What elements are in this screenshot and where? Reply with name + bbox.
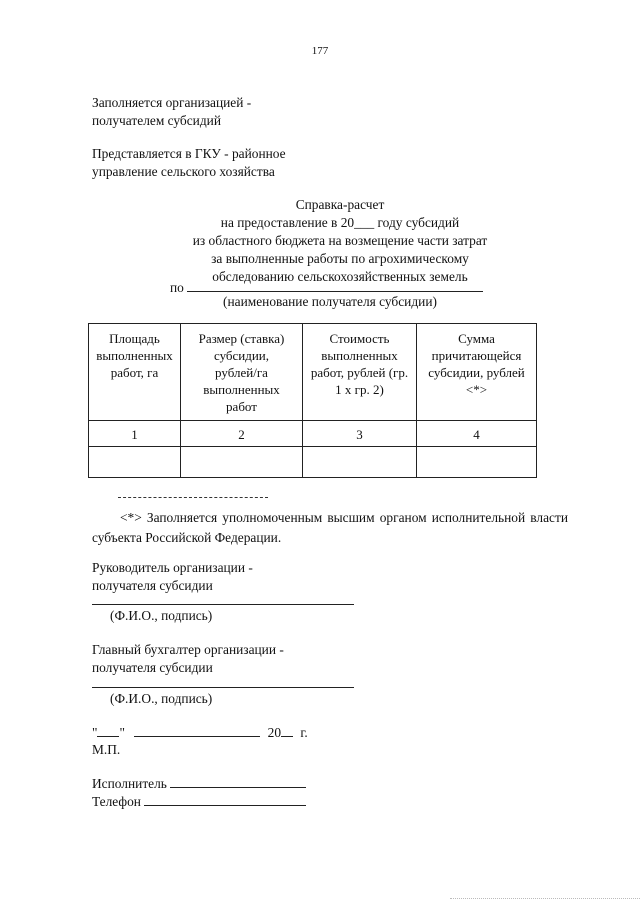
header-text: выполненных [96,348,173,363]
title-line-4: за выполненные работы по агрохимическому [211,251,469,266]
entry-cell-cost[interactable] [303,447,417,478]
header-text: работ, рублей (гр. [310,365,409,380]
footnote: <*> Заполняется уполномоченным высшим органом исполнительной власти субъекта Российской Федерации. [92,510,568,545]
column-number: 1 [89,421,181,447]
filled-by-line-1: Заполняется организацией - [92,95,252,110]
header-text: причитающейся [431,348,522,363]
header-text: работ [226,399,257,414]
head-label-line-2: получателя субсидии [92,578,213,593]
title-line-5: обследованию сельскохозяйственных земель [212,269,468,284]
filled-by-line-2: получателем субсидий [92,113,221,128]
executor-row [92,775,306,793]
submitted-to-line-2: управление сельского хозяйства [92,164,275,179]
accountant-signature-caption: (Ф.И.О., подпись) [110,691,213,706]
entry-cell-sum[interactable] [417,447,537,478]
phone-label: Телефон [92,794,141,809]
header-text: Сумма [458,331,495,346]
header-text: <*> [465,382,488,397]
calculation-table [88,323,537,478]
accountant-signature-line[interactable] [92,687,354,688]
head-signature-label [92,559,253,595]
year-suffix: г. [300,725,308,740]
header-text: работ, га [110,365,159,380]
column-number-row [89,421,537,447]
day-field[interactable] [97,724,119,737]
seal-mark: М.П. [92,742,121,757]
column-number: 2 [181,421,303,447]
title-line-3: из областного бюджета на возмещение части затрат [192,233,488,248]
executor-field[interactable] [170,775,306,788]
table-header-row [89,324,537,421]
document-title-block [130,196,550,286]
header-text: выполненных [203,382,280,397]
year-prefix: 20 [267,725,282,740]
year-field[interactable] [281,724,293,737]
executor-label: Исполнитель [92,776,167,791]
header-area [89,324,181,421]
entry-cell-rate[interactable] [181,447,303,478]
header-text: 1 х гр. 2) [335,382,384,397]
header-cost [303,324,417,421]
date-quote-open: " [92,725,98,740]
column-number: 4 [417,421,537,447]
submitted-to-note [92,145,286,181]
head-signature-caption: (Ф.И.О., подпись) [110,608,213,623]
header-text: выполненных [321,348,398,363]
filled-by-note [92,94,251,130]
head-label-line-1: Руководитель организации - [92,560,253,575]
month-field[interactable] [134,724,260,737]
submitted-to-line-1: Представляется в ГКУ - районное [92,146,286,161]
data-entry-row [89,447,537,478]
entry-cell-area[interactable] [89,447,181,478]
po-label: по [170,280,184,295]
document-title: Справка-расчет [295,197,385,212]
scan-edge-artifact [450,898,640,899]
accountant-signature-label [92,641,284,677]
header-subsidy-sum [417,324,537,421]
phone-row [92,793,306,811]
header-text: рублей/га [215,365,268,380]
header-text: Площадь [109,331,160,346]
footnote-separator [118,497,268,498]
header-text: Стоимость [329,331,390,346]
date-quote-close: " [119,725,125,740]
accountant-label-line-2: получателя субсидии [92,660,213,675]
header-text: Размер (ставка) [198,331,285,346]
date-line [92,724,332,742]
recipient-name-line[interactable] [187,278,483,292]
header-rate [181,324,303,421]
accountant-label-line-1: Главный бухгалтер организации - [92,642,284,657]
recipient-caption: (наименование получателя субсидии) [223,294,437,309]
title-line-2: на предоставление в 20___ году субсидий [220,215,460,230]
page-number: 177 [311,45,329,57]
phone-field[interactable] [144,793,306,806]
head-signature-line[interactable] [92,604,354,605]
column-number: 3 [303,421,417,447]
header-text: субсидии, рублей [428,365,525,380]
header-text: субсидии, [213,348,270,363]
